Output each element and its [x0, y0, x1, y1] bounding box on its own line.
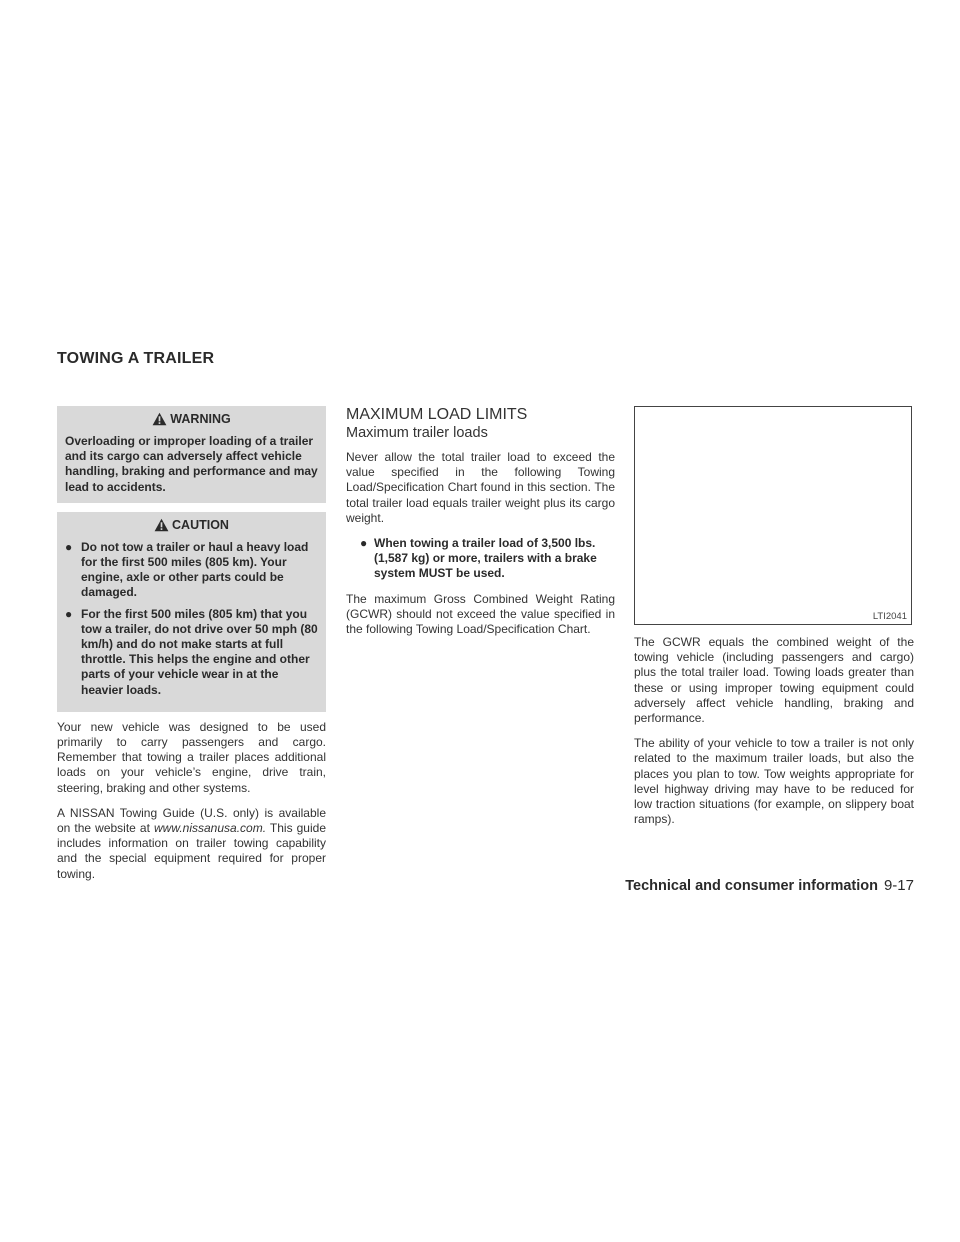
warning-text: Overloading or improper loading of a trailer and its cargo can adversely affect vehicle handling, braking and performance and may lead to accidents.	[65, 434, 318, 494]
caution-header	[65, 518, 318, 532]
caution-item: ● Do not tow a trailer or haul a heavy load for the first 500 miles (805 km). Your engine, axle or other parts could be damaged.	[65, 539, 309, 600]
page-number: 9-17	[883, 877, 914, 894]
caution-list	[65, 540, 318, 698]
brake-system-bullet: ● When towing a trailer load of 3,500 lbs. (1,587 kg) or more, trailers with a brake system MUST be used.	[360, 536, 597, 581]
figure-frame	[634, 406, 912, 625]
bullet-icon: ●	[65, 539, 73, 554]
section-title: TOWING A TRAILER	[57, 350, 215, 367]
gcwr-paragraph: The maximum Gross Combined Weight Rating (GCWR) should not exceed the value specified in the following Towing Load/Specification Chart.	[346, 591, 615, 637]
bullet-icon: ●	[360, 536, 368, 551]
tow-ability-paragraph: The ability of your vehicle to tow a trailer is not only related to the maximum trailer loads, but also the places you plan to tow. Tow weights appropriate for level highway driving may have to be reduced for low traction situations (for example, on slippery boat ramps).	[634, 736, 914, 827]
column-right	[634, 406, 914, 837]
warning-triangle-icon	[152, 412, 167, 426]
warning-box	[57, 406, 326, 503]
caution-box	[57, 512, 326, 712]
warning-title: WARNING	[170, 412, 231, 426]
warning-header	[65, 412, 318, 426]
subheading-max-trailer-loads: Maximum trailer loads	[346, 425, 488, 441]
footer-title: Technical and consumer information	[625, 878, 878, 894]
page-footer	[625, 877, 914, 894]
caution-item: ● For the first 500 miles (805 km) that you tow a trailer, do not drive over 50 mph (80 km/h) and do not make starts at full throttle. This helps the engine and other parts of your vehicle wear in at the heavier loads.	[65, 606, 318, 697]
heading-max-load-limits: MAXIMUM LOAD LIMITS	[346, 406, 528, 423]
figure-label: LTI2041	[872, 611, 907, 622]
caution-title: CAUTION	[172, 517, 229, 532]
bullet-icon: ●	[65, 606, 73, 621]
trailer-load-paragraph: Never allow the total trailer load to exceed the value specified in the following Towing Load/Specification Chart found in this section. The total trailer load equals trailer weight plus its cargo weight.	[346, 450, 615, 525]
intro-paragraph: Your new vehicle was designed to be used primarily to carry passengers and cargo. Remember that towing a trailer places additional loads on your vehicle’s engine, drive train, steering, braking and other systems.	[57, 719, 326, 795]
website-link[interactable]: www.nissanusa.com.	[154, 821, 267, 836]
column-left	[57, 406, 326, 892]
caution-triangle-icon	[154, 518, 169, 532]
towing-guide-paragraph: A NISSAN Towing Guide (U.S. only) is available on the website at www.nissanusa.com. This guide includes information on trailer towing capability and the special equipment required for proper towing.	[57, 805, 326, 881]
gcwr-definition-paragraph: The GCWR equals the combined weight of the towing vehicle (including passengers and cargo) plus the total trailer load. Towing loads greater than these or using improper towing equipment could adversely affect vehicle handling, braking and performance.	[634, 635, 914, 726]
column-middle	[346, 406, 615, 647]
